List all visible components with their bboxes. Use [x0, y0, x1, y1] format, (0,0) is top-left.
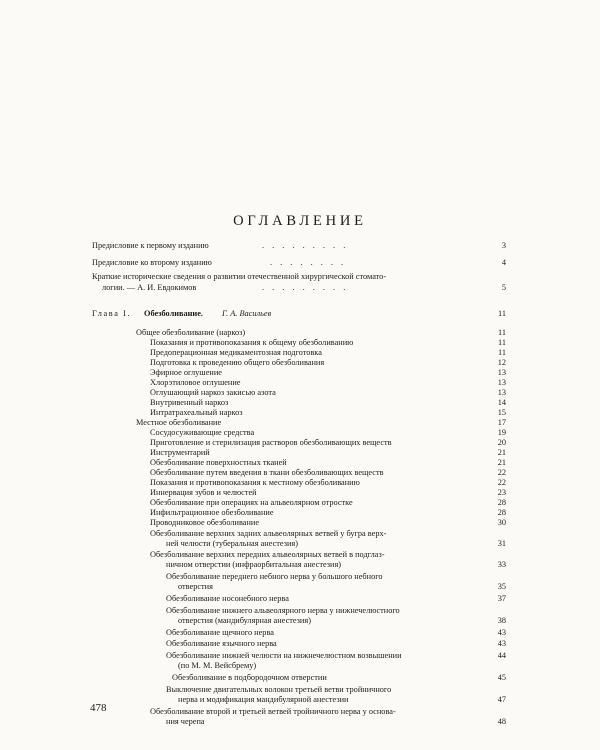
toc-leader-dots: . . . . . . . . .	[262, 241, 349, 250]
toc-entry-title: Подготовка к проведению общего обезболивания	[150, 358, 325, 367]
toc-entry	[0, 661, 600, 673]
toc-entry-title: Проводниковое обезболивание	[150, 518, 260, 527]
toc-entry-page: 11	[498, 338, 506, 347]
toc-entry-page: 22	[497, 478, 506, 487]
toc-entry-page: 44	[497, 651, 506, 660]
toc-leader-dots: . . . . . . . .	[270, 258, 347, 267]
toc-entry-title: Инструментарий	[150, 448, 210, 457]
toc-entry-title: Обезболивание поверхностных тканей	[150, 458, 287, 467]
toc-entry	[0, 283, 600, 295]
toc-entry	[0, 582, 600, 594]
toc-chapter	[0, 309, 600, 321]
toc-entry-page: 21	[497, 458, 506, 467]
toc-entry-title: Инфильтрационное обезболивание	[150, 508, 274, 517]
chapter-author: Г. А. Васильев	[222, 309, 272, 318]
toc-entry-title: Обезболивание второй и третьей ветвей тройничного нерва у основа-	[150, 707, 396, 716]
toc-entry-page: 48	[497, 717, 506, 726]
toc-entry-page: 13	[497, 388, 506, 397]
toc-entry-page: 11	[498, 348, 506, 357]
toc-entry-title: Выключение двигательных волокон третьей ветви тройничного	[166, 685, 392, 694]
toc-entry-page: 38	[497, 616, 506, 625]
toc-entry-title: Хлорэтиловое оглушение	[150, 378, 241, 387]
toc-entry-title: отверстия (мандибулярная анестезия)	[178, 616, 311, 625]
toc-entry-title: Общее обезболивание (наркоз)	[136, 328, 246, 337]
toc-entry-page: 4	[501, 258, 506, 267]
toc-entry-title: Предоперационная медикаментозная подготовка	[150, 348, 322, 357]
toc-entry-title: Сосудосуживающие средства	[150, 428, 255, 437]
chapter-title: Обезболивание.	[144, 309, 203, 318]
toc-leader-dots: . . . . . . . . .	[262, 283, 349, 292]
toc-entry	[0, 560, 600, 572]
toc-entry-page: 43	[497, 639, 506, 648]
toc-entry-title: Обезболивание верхних задних альвеолярных ветвей у бугра верх-	[150, 529, 387, 538]
toc-entry-page: 20	[497, 438, 506, 447]
toc-entry-title: Местное обезболивание	[136, 418, 222, 427]
toc-entry-page: 19	[497, 428, 506, 437]
toc-entry-page: 3	[501, 241, 506, 250]
toc-entry-title: ния черепа	[166, 717, 205, 726]
toc-entry-page: 23	[497, 488, 506, 497]
toc-entry-title: Внутривенный наркоз	[150, 398, 229, 407]
toc-entry-title: Краткие исторические сведения о развитии отечественной хирургической стомато-	[92, 272, 387, 281]
toc-entry-title: Обезболивание при операциях на альвеолярном отростке	[150, 498, 353, 507]
toc-entry	[0, 616, 600, 628]
toc-entry-page: 28	[497, 508, 506, 517]
toc-entry-page: 30	[497, 518, 506, 527]
chapter-prefix: Глава I.	[92, 309, 132, 318]
toc-entry-title: Предисловие ко второму изданию	[92, 258, 212, 267]
toc-entry-title: Обезболивание переднего небного нерва у большого небного	[166, 572, 383, 581]
toc-entry-page: 31	[497, 539, 506, 548]
toc-entry	[0, 594, 600, 606]
toc-entry-page: 12	[497, 358, 506, 367]
toc-entry-page: 21	[497, 448, 506, 457]
toc-entry-page: 14	[497, 398, 506, 407]
toc-entry-title: ничном отверстии (инфраорбитальная анестезия)	[166, 560, 342, 569]
toc-entry-title: Обезболивание язычного нерва	[166, 639, 277, 648]
toc-entry-page: 13	[497, 368, 506, 377]
toc-entry-title: (по М. М. Вейсбрему)	[178, 661, 257, 670]
toc-entry-title: Обезболивание носонебного нерва	[166, 594, 289, 603]
toc-entry-title: Обезболивание верхних передних альвеолярных ветвей в подглаз-	[150, 550, 385, 559]
toc-entry-title: Приготовление и стерилизация растворов обезболивающих веществ	[150, 438, 392, 447]
toc-entry-title: Обезболивание путем введения в ткани обезболивающих веществ	[150, 468, 384, 477]
toc-entry-title: Обезболивание щечного нерва	[166, 628, 274, 637]
toc-entry-page: 17	[497, 418, 506, 427]
toc-entry-title: Показания и противопоказания к местному обезболиванию	[150, 478, 360, 487]
toc-entry	[0, 639, 600, 651]
toc-entry-title: отверстия	[178, 582, 213, 591]
toc-entry-title: Интратрахеальный наркоз	[150, 408, 243, 417]
toc-entry-title: нерва и модификация мандибулярной анестезии	[178, 695, 349, 704]
toc-entry-title: Эфирное оглушение	[150, 368, 222, 377]
toc-entry-title: Обезболивание нижней челюсти на нижнечелюстном возвышении	[166, 651, 402, 660]
toc-entry-page: 13	[497, 378, 506, 387]
toc-entry-title: ней челюсти (туберальная анестезия)	[166, 539, 299, 548]
toc-entry-title: Оглушающий наркоз закисью азота	[150, 388, 276, 397]
toc-entry-page: 11	[498, 328, 506, 337]
toc-entry-page: 35	[497, 582, 506, 591]
page-title: ОГЛАВЛЕНИЕ	[233, 213, 367, 229]
toc-entry-page: 33	[497, 560, 506, 569]
page-number: 478	[90, 702, 107, 714]
toc-entry-title: логии. — А. И. Евдокимов	[102, 283, 197, 292]
toc-entry-page: 45	[497, 673, 506, 682]
toc-entry-title: Обезболивание в подбородочном отверстии	[172, 673, 327, 682]
toc-entry-page: 22	[497, 468, 506, 477]
toc-entry	[0, 258, 600, 270]
toc-entry-title: Показания и противопоказания к общему обезболиванию	[150, 338, 354, 347]
toc-entry	[0, 241, 600, 253]
toc-entry-page: 11	[498, 309, 506, 318]
toc-entry	[0, 673, 600, 685]
toc-entry-page: 43	[497, 628, 506, 637]
toc-entry-page: 47	[497, 695, 506, 704]
toc-entry-page: 15	[497, 408, 506, 417]
toc-entry-page: 37	[497, 594, 506, 603]
toc-entry-title: Обезболивание нижнего альвеолярного нерва у нижнечелюстного	[166, 606, 400, 615]
toc-entry-title: Иннервация зубов и челюстей	[150, 488, 257, 497]
toc-entry	[0, 717, 600, 729]
toc-entry-title: Предисловие к первому изданию	[92, 241, 209, 250]
toc-entry-page: 5	[501, 283, 506, 292]
toc-entry-page: 28	[497, 498, 506, 507]
